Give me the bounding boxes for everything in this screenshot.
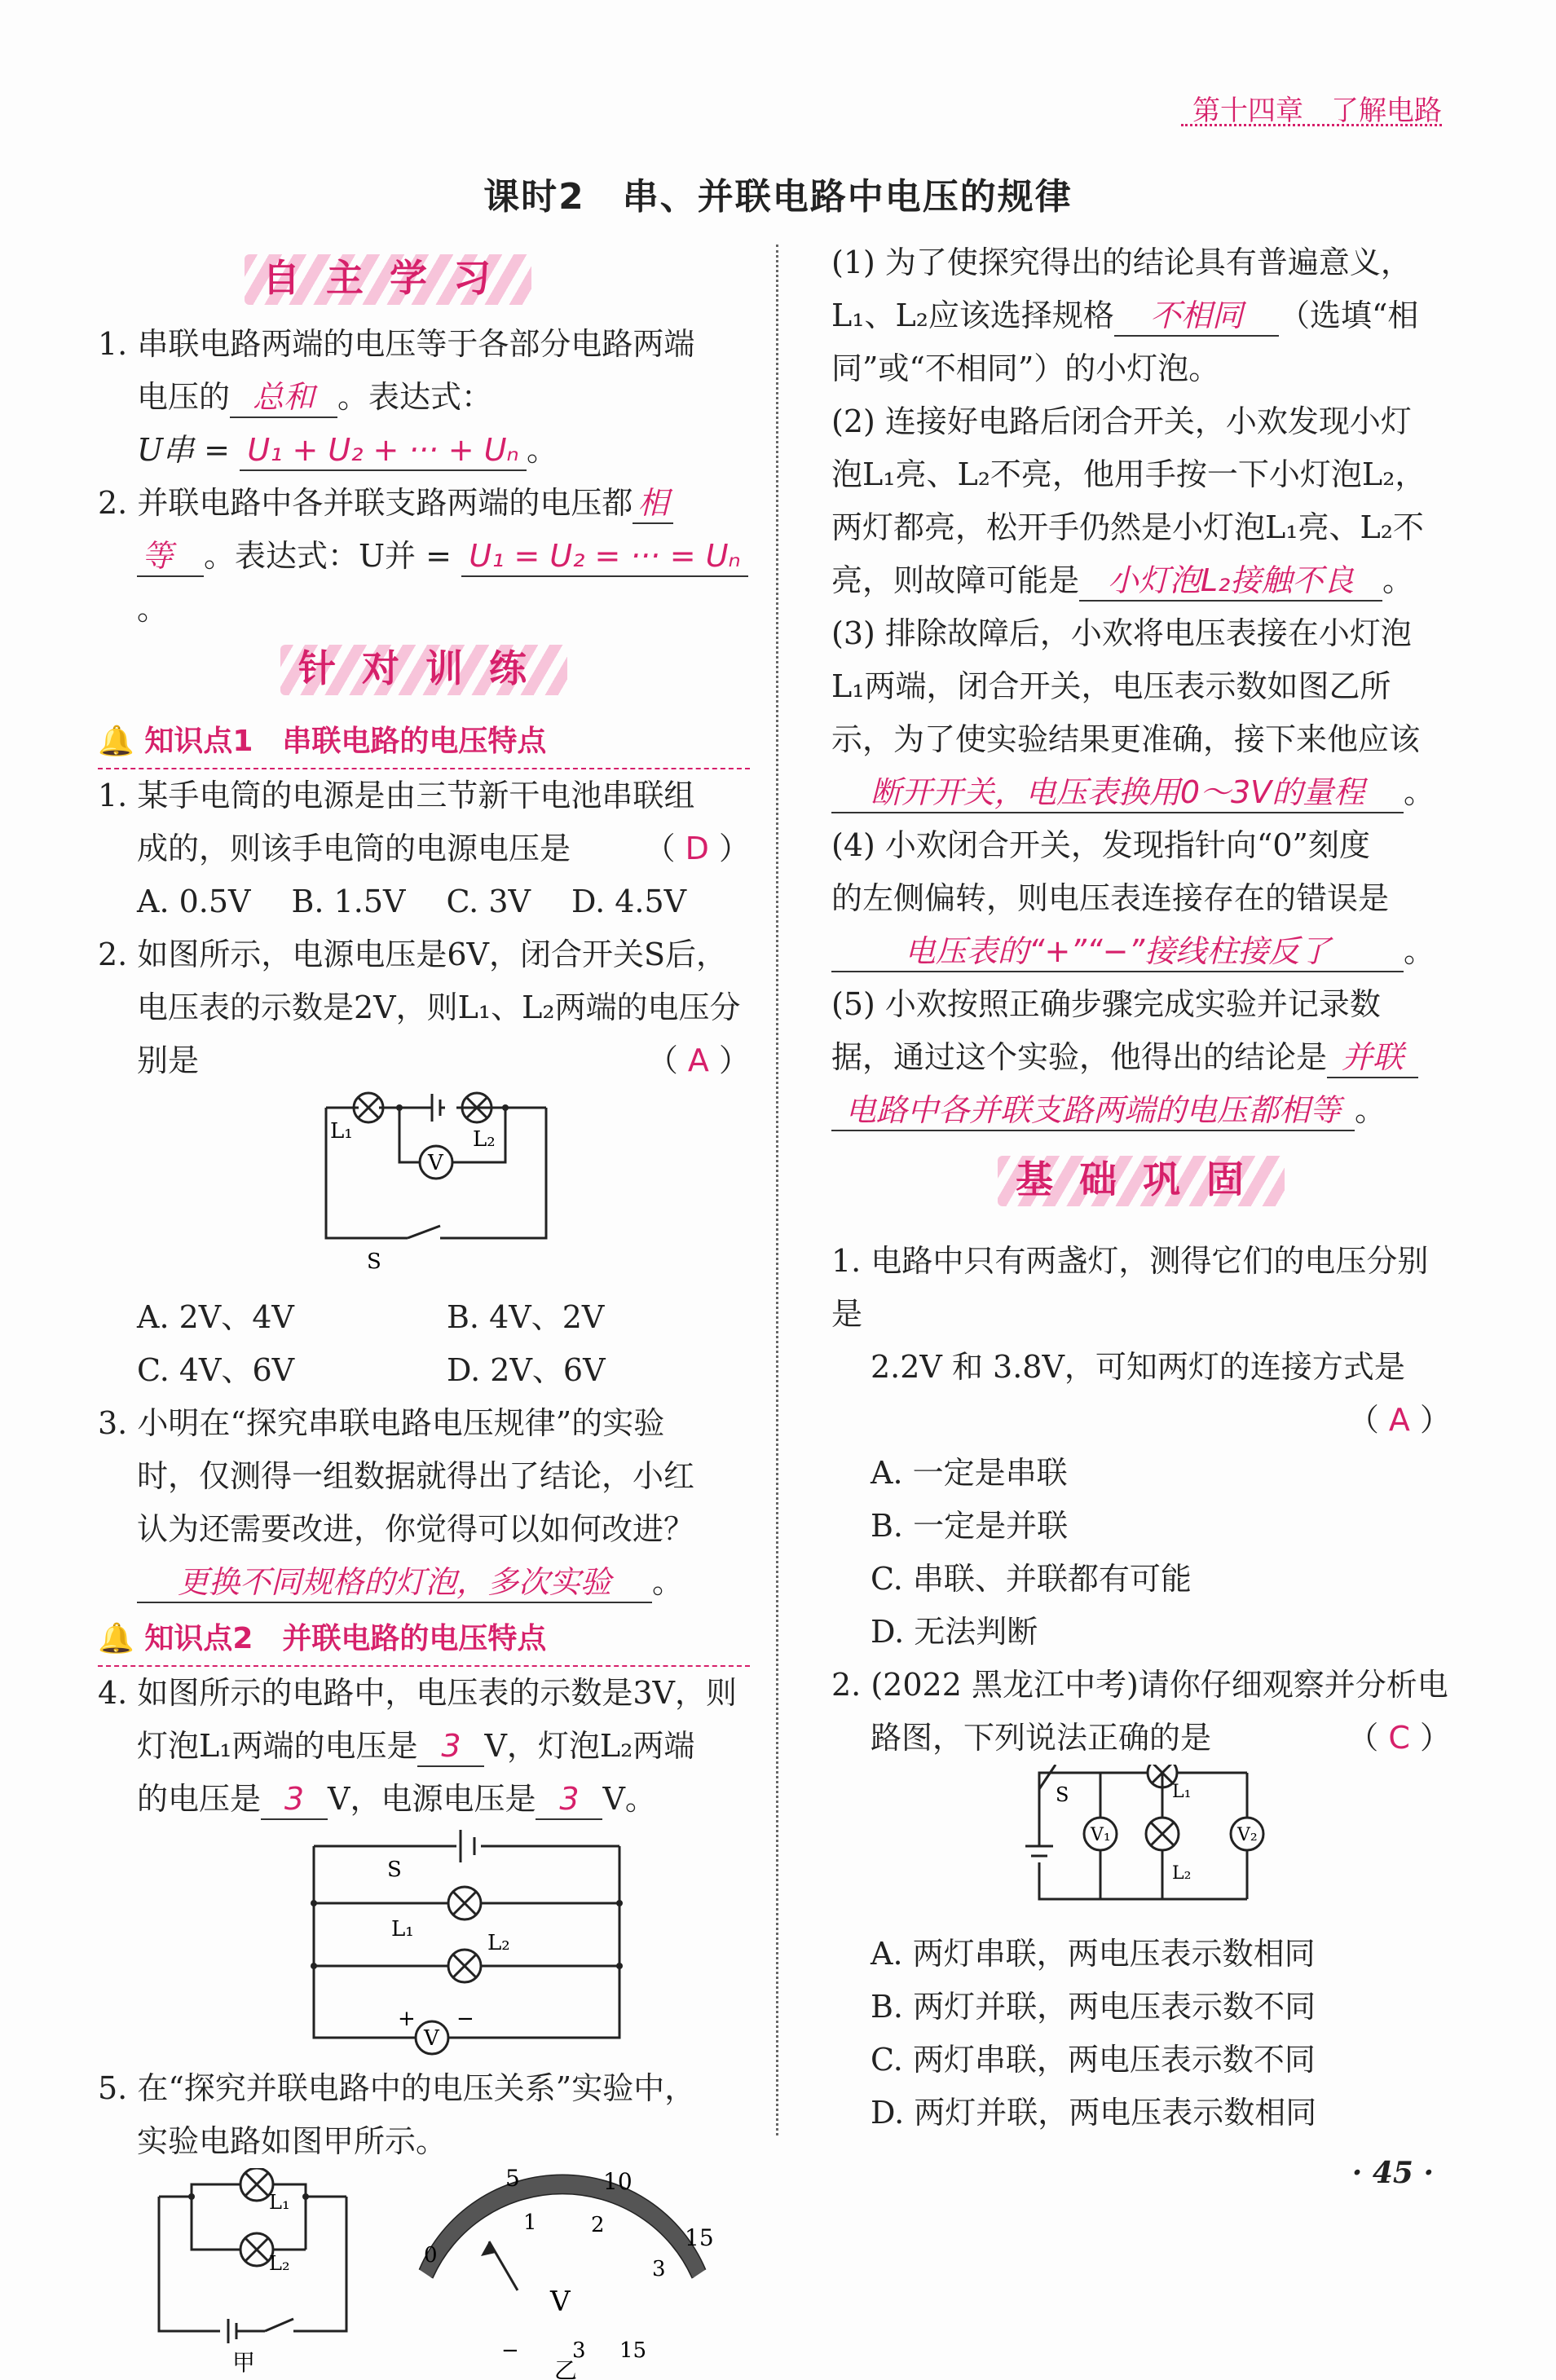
chapter-header: 第十四章 了解电路 [1192,95,1442,127]
option: B. 两灯并联，两电压表示数不同 [871,1989,1316,2025]
option: A. 0.5V [137,884,251,919]
t3-line2: 时，仅测得一组数据就得出了结论，小红 [137,1458,695,1494]
t2-line1: 2. 如图所示，电源电压是6V，闭合开关S后， [98,937,727,972]
figure-b2-circuit [831,1765,1451,1928]
t3-line4: 更换不同规格的灯泡，多次实验 。 [98,1556,750,1609]
figure-series-circuit [98,1087,750,1291]
parallel-circuit-diagram [98,1826,750,2062]
label-v: V [428,1151,443,1175]
t5p4-line2: 的左侧偏转，则电压表连接存在的错误是 [831,880,1390,916]
answer-blank: 并联 [1327,1038,1418,1078]
self-q1-line2: 电压的 总和 。表达式： [98,371,750,424]
label-l2: L₂ [269,2252,290,2275]
label-s: S [387,1858,402,1882]
option: D. 4.5V [571,884,687,919]
t5p1-line1: (1) 为了使探究得出的结论具有普遍意义， [831,245,1412,280]
t2-line3: 别是 （ A ） [137,1042,750,1078]
t5p4-line3: 电压表的“+”“−”接线柱接反了 。 [831,925,1451,978]
label-l2: L₂ [473,1127,496,1152]
t1-line2: 成的，则该手电筒的电源电压是 （ D ） [137,831,750,866]
label-l1: L₁ [330,1119,353,1144]
answer-blank: 相 [633,483,673,524]
option: A. 一定是串联 [871,1455,1068,1491]
t3-line1: 3. 小明在“探究串联电路电压规律”的实验 [98,1405,665,1441]
series-circuit-diagram [98,1087,750,1291]
t5p2-line4: 亮，则故障可能是 小灯泡L₂接触不良 。 [831,554,1451,607]
b2-line2: 路图，下列说法正确的是 （ C ） [871,1720,1451,1756]
option: C. 3V [446,884,531,919]
answer-blank: 3 [417,1726,484,1767]
option: C. 两灯串联，两电压表示数不同 [871,2042,1316,2078]
section-consolidation [831,1137,1451,1235]
label-v: V [424,2026,439,2051]
t5p4-line1: (4) 小欢闭合开关，发现指针向“0”刻度 [831,827,1370,863]
page-title: 课时2 串、并联电路中电压的规律 [483,176,1073,218]
terminal-3: 3 [572,2338,586,2363]
option: A. 2V、4V [137,1299,294,1335]
t5p1-line3: 同”或“不相同”）的小灯泡。 [831,350,1220,386]
answer-blank: 断开开关，电压表换用0～3V的量程 [831,773,1404,813]
t5p5-line1: (5) 小欢按照正确步骤完成实验并记录数 [831,986,1381,1022]
column-divider [776,245,778,2135]
terminal-15: 15 [619,2338,647,2363]
scale-2: 2 [591,2213,605,2237]
section-title: 自主学习 [245,254,531,305]
t5p2-line2: 泡L₁亮、L₂不亮，他用手按一下小灯泡L₂， [831,456,1426,492]
bell-icon: 🔔 [98,1622,134,1655]
answer-blank: 小灯泡L₂接触不良 [1079,561,1382,602]
label-v2: V₂ [1237,1825,1258,1845]
answer-blank: 电路中各并联支路两端的电压都相等 [831,1091,1355,1131]
option: B. 1.5V [291,884,406,919]
b1-line3: （ A ） [1347,1402,1451,1438]
page-number: · 45 · [1351,2156,1434,2190]
answer-blank: 总和 [230,377,337,418]
label-v1: V₁ [1091,1825,1111,1845]
answer-blank: 电压表的“+”“−”接线柱接反了 [831,932,1404,972]
t5p1-line2: L₁、L₂应该选择规格 不相同 （选填“相 [831,289,1451,342]
option: B. 一定是并联 [871,1508,1069,1544]
label-minus: − [456,2007,474,2031]
t5p5-line2: 据，通过这个实验，他得出的结论是 并联 [831,1031,1451,1084]
answer-blank: 3 [536,1779,602,1820]
t4-line3: 的电压是 3 V，电源电压是 3 V。 [98,1773,750,1826]
label-l1: L₁ [1172,1782,1192,1802]
self-q1-line1: 1. 串联电路两端的电压等于各部分电路两端 [98,326,695,362]
terminal-minus: − [501,2338,519,2363]
scale-15: 15 [685,2224,714,2251]
label-l2: L₂ [487,1931,510,1955]
knowledge-point-2: 🔔 知识点2 并联电路的电压特点 [98,1612,750,1667]
label-s: S [367,1250,381,1274]
scale-5: 5 [505,2168,520,2192]
b1-line2: 2.2V 和 3.8V，可知两灯的连接方式是 [871,1349,1405,1385]
section-title: 针对训练 [280,645,567,695]
chapter-underline [1181,124,1442,126]
label-l1: L₁ [391,1917,414,1941]
option: D. 无法判断 [871,1614,1038,1650]
answer-blank: 等 [137,536,204,577]
b2-line1: 2. (2022 黑龙江中考)请你仔细观察并分析电 [831,1667,1448,1703]
option: C. 串联、并联都有可能 [871,1561,1192,1597]
section-title: 基础巩固 [998,1156,1285,1206]
left-column [98,318,750,2380]
answer-blank: U₁ + U₂ + ··· + Uₙ [240,430,527,471]
scale-1: 1 [523,2210,537,2235]
t1-line1: 1. 某手电筒的电源是由三节新干电池串联组 [98,778,695,813]
self-q1-line3: U串 = U₁ + U₂ + ··· + Uₙ 。 [98,424,750,477]
figure-experiment [98,2168,750,2380]
t4-line2: 灯泡L₁两端的电压是 3 V，灯泡L₂两端 [98,1720,750,1773]
t2-options [98,1291,750,1397]
option: D. 两灯并联，两电压表示数相同 [871,2095,1317,2131]
self-q2-line2: 等 。表达式：U并 = U₁ = U₂ = ··· = Uₙ。 [98,530,750,636]
option: B. 4V、2V [447,1299,605,1335]
meter-v: V [550,2285,571,2318]
label-jia: 甲 [232,2349,256,2376]
scale-0: 0 [424,2243,438,2268]
scale-10: 10 [603,2168,633,2195]
t5-line2: 实验电路如图甲所示。 [137,2123,447,2159]
t5-line1: 5. 在“探究并联电路中的电压关系”实验中， [98,2070,696,2106]
option: C. 4V、6V [137,1352,295,1388]
t4-line1: 4. 如图所示的电路中，电压表的示数是3V，则 [98,1675,737,1711]
b2-circuit-diagram [831,1765,1451,1928]
right-column [831,236,1451,2140]
self-q2-line1: 2. 并联电路中各并联支路两端的电压都 相 [98,477,750,530]
t5p2-line3: 两灯都亮，松开手仍然是小灯泡L₁亮、L₂不 [831,509,1424,545]
answer-blank: 3 [261,1779,328,1820]
t2-line2: 电压表的示数是2V，则L₁、L₂两端的电压分 [137,989,741,1025]
option: D. 2V、6V [447,1352,606,1388]
section-training [98,636,750,712]
answer-blank: 更换不同规格的灯泡，多次实验 [137,1562,652,1603]
t1-options [98,875,750,928]
bell-icon: 🔔 [98,725,134,758]
option: A. 两灯串联，两电压表示数相同 [871,1936,1316,1972]
t5p3-line4: 断开开关，电压表换用0～3V的量程 。 [831,766,1451,819]
t5p2-line1: (2) 连接好电路后闭合开关，小欢发现小灯 [831,403,1412,439]
t3-line3: 认为还需要改进，你觉得可以如何改进？ [137,1511,695,1547]
t5p3-line3: 示，为了使实验结果更准确，接下来他应该 [831,721,1421,757]
answer-blank: 不相同 [1114,296,1279,337]
answer-blank: U₁ = U₂ = ··· = Uₙ [461,536,748,577]
label-yi: 乙 [554,2357,578,2380]
figure-parallel-circuit [98,1826,750,2062]
b1-line1: 1. 电路中只有两盏灯，测得它们的电压分别是 [831,1243,1429,1332]
section-self-study [245,249,531,302]
t5p5-line3: 电路中各并联支路两端的电压都相等 。 [831,1084,1451,1137]
label-plus: + [398,2007,416,2031]
label-l1: L₁ [269,2191,290,2214]
t5p3-line1: (3) 排除故障后，小欢将电压表接在小灯泡 [831,615,1412,651]
label-l2: L₂ [1172,1863,1192,1884]
knowledge-point-1: 🔔 知识点1 串联电路的电压特点 [98,715,750,769]
experiment-diagram [98,2168,750,2380]
t5p3-line2: L₁两端，闭合开关，电压表示数如图乙所 [831,668,1391,704]
scale-3: 3 [652,2257,666,2281]
label-s: S [1056,1783,1069,1806]
